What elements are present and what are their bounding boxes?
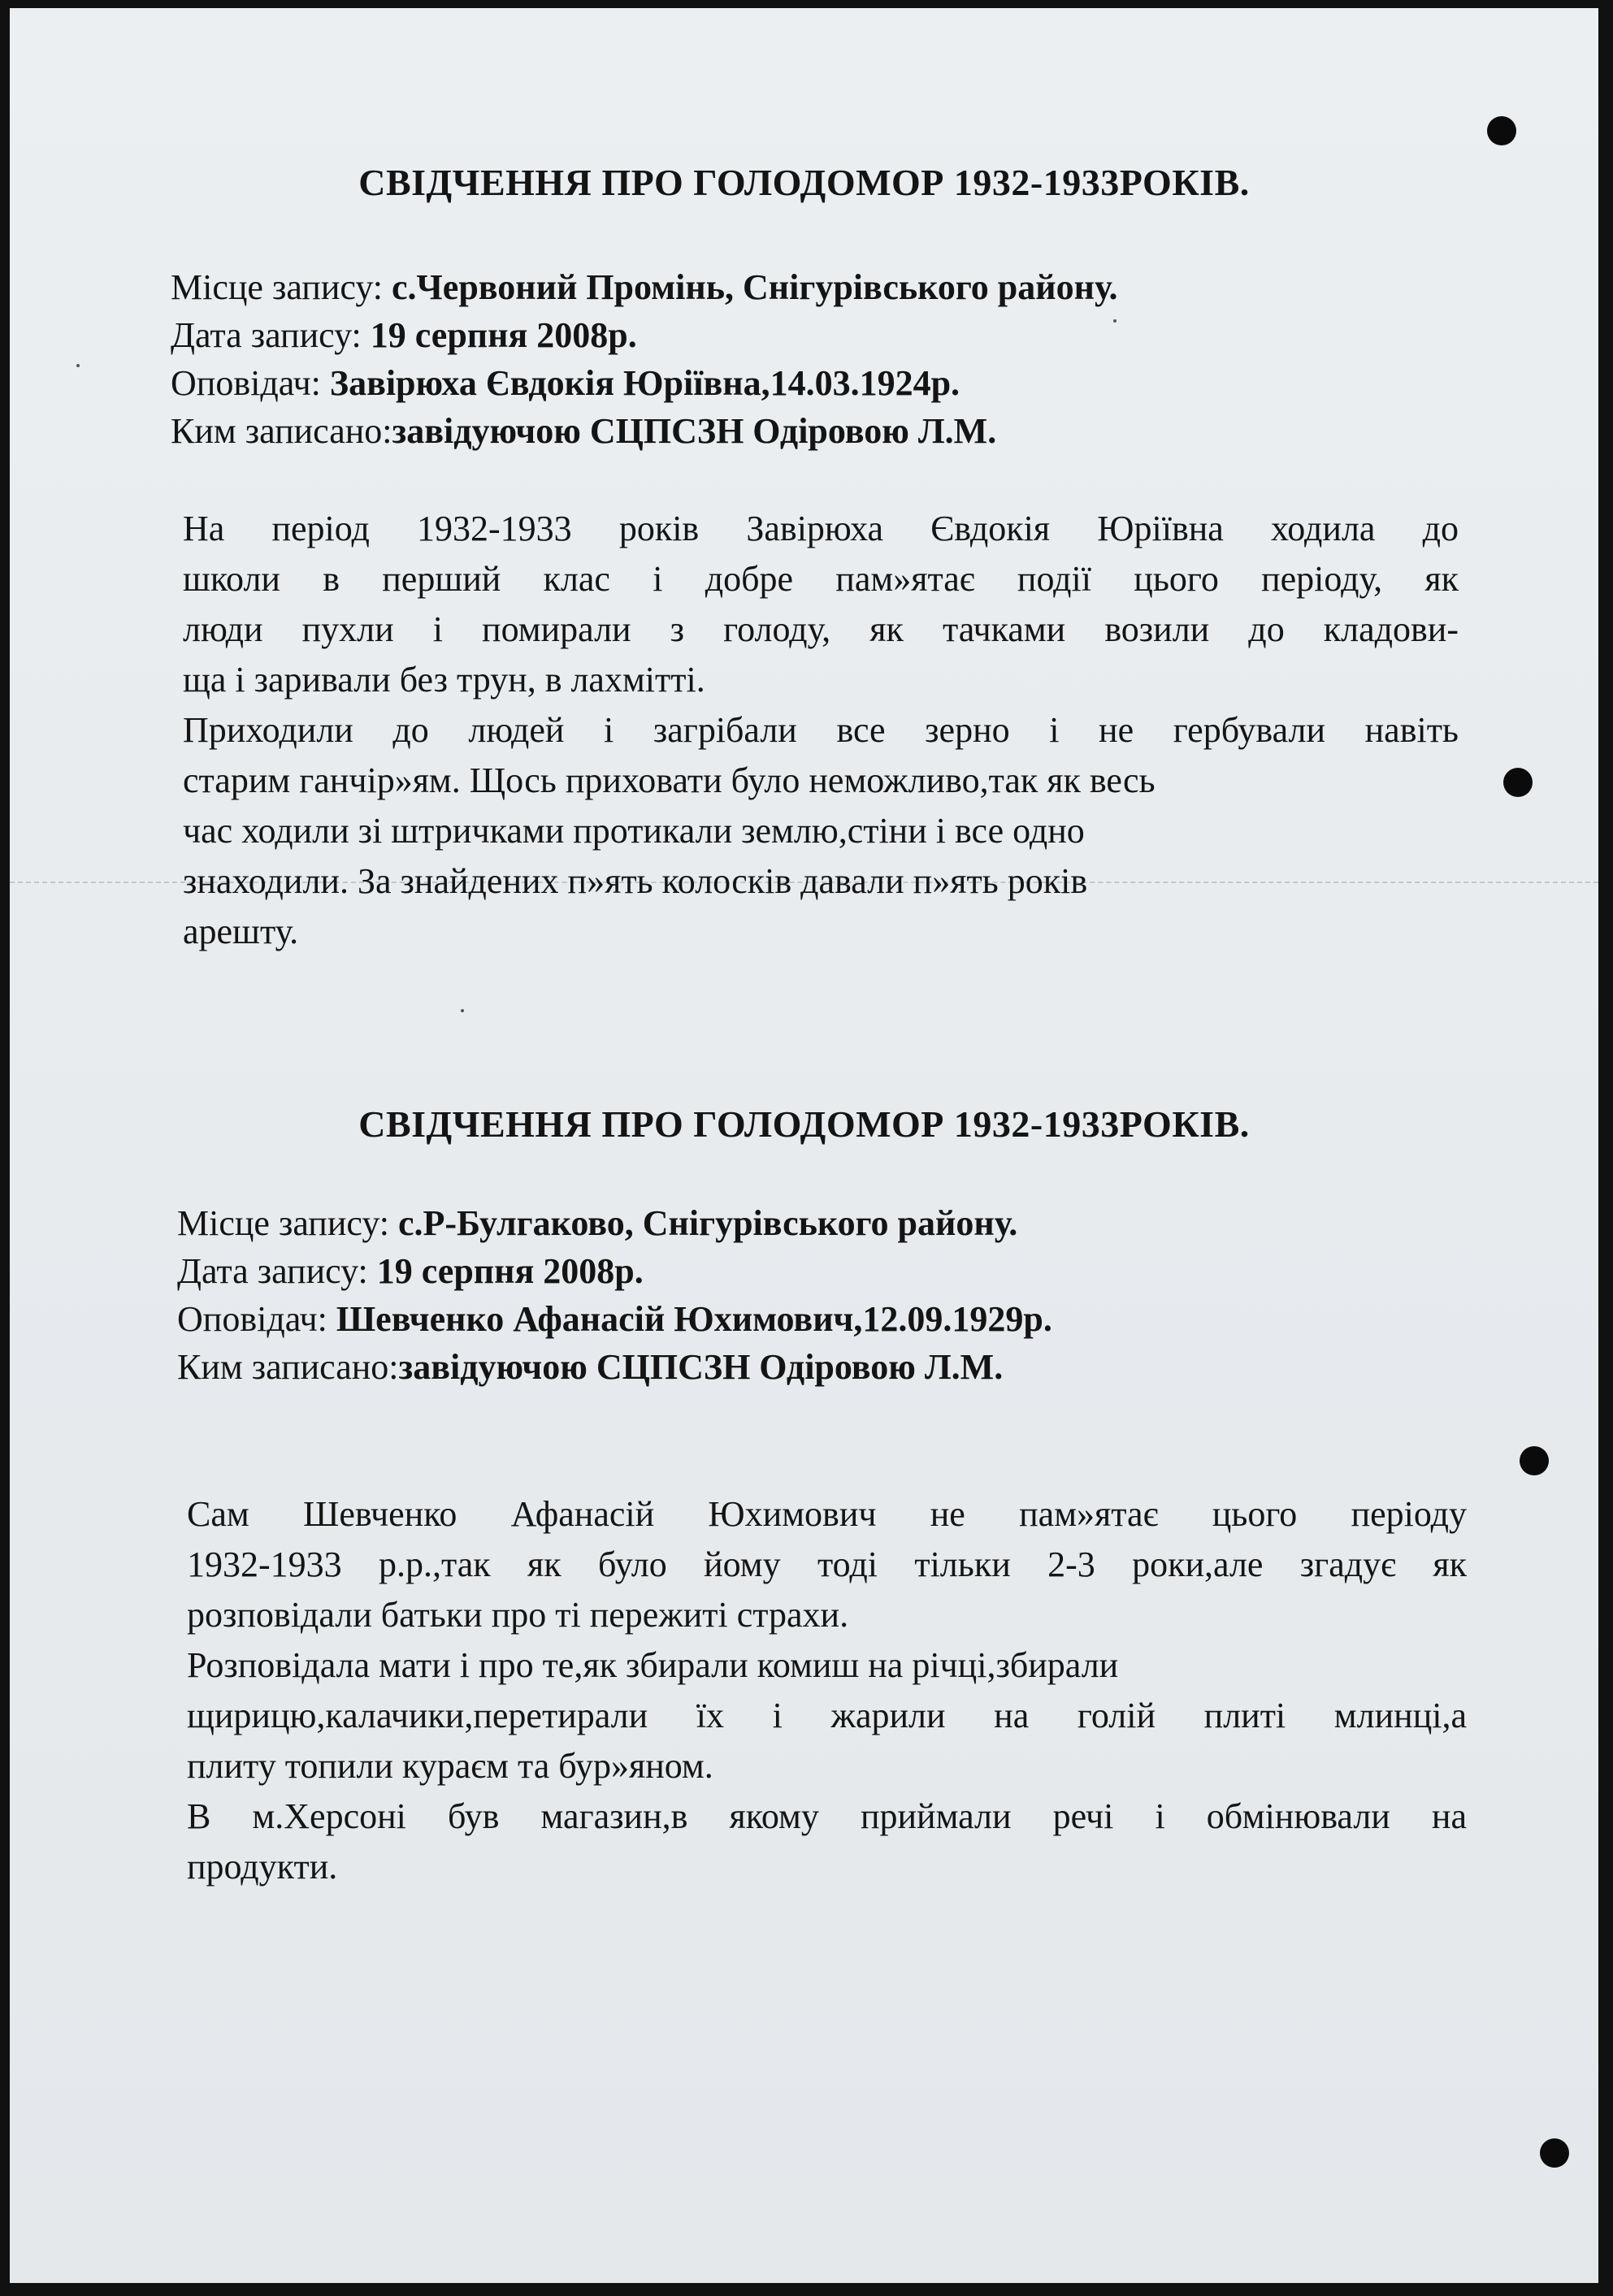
paper-speck [461,1009,464,1012]
punch-hole [1487,116,1516,145]
record-date-value: 19 серпня 2008р. [370,315,637,355]
narrator-label: Оповідач: [171,363,330,403]
record-place [177,1199,1052,1247]
text-line: знаходили. За знайдених п»ять колосків давали п»ять років [183,861,1088,901]
recorded-by-value: завідуючою СЦПСЗН Одіровою Л.М. [398,1347,1004,1387]
text-line: Приходили до людей і загрібали все зерно і не гербували навіть [183,710,1459,750]
narrator-label: Оповідач: [177,1299,336,1339]
text-line: В м.Херсоні був магазин,в якому приймали речі і обмінювали на [187,1796,1467,1836]
text-line: щирицю,калачики,перетирали їх і жарили на голій плиті млинці,а [187,1696,1467,1735]
record-place-value: с.Червоний Промінь, Снігурівського району. [391,267,1118,307]
text-line: час ходили зі штричками протикали землю,стіни і все одно [183,811,1085,851]
testimony-metadata [171,263,1118,455]
narrator [177,1295,1052,1343]
document-page [10,8,1598,2283]
testimony-metadata [177,1199,1052,1391]
text-line: старим ганчір»ям. Щось приховати було неможливо,так як весь [183,760,1156,800]
record-place-label: Місце запису: [171,267,392,307]
punch-hole [1540,2138,1569,2168]
testimony-text [187,1489,1467,1892]
testimony-text [183,504,1459,957]
record-place-label: Місце запису: [177,1203,398,1243]
narrator-value: Завірюха Євдокія Юріївна,14.03.1924р. [329,363,960,403]
text-line: школи в перший клас і добре пам»ятає події цього періоду, як [183,559,1459,599]
punch-hole [1503,768,1533,797]
record-place [171,263,1118,311]
record-date-label: Дата запису: [171,315,371,355]
text-line: Сам Шевченко Афанасій Юхимович не пам»ятає цього періоду [187,1494,1467,1534]
record-date [177,1247,1052,1295]
record-date-value: 19 серпня 2008р. [376,1251,644,1291]
text-line: ща і заривали без трун, в лахмітті. [183,660,705,700]
text-line: На період 1932-1933 років Завірюха Євдокія Юріївна ходила до [183,509,1459,548]
text-line: продукти. [187,1847,338,1887]
text-line: 1932-1933 р.р.,так як було йому тоді тільки 2-3 роки,але згадує як [187,1544,1467,1584]
text-line: люди пухли і помирали з голоду, як тачками возили до кладови- [183,609,1459,649]
recorded-by [171,407,1118,455]
record-date [171,311,1118,359]
recorded-by-value: завідуючою СЦПСЗН Одіровою Л.М. [392,411,997,451]
recorded-by-label: Ким записано: [171,411,392,451]
record-place-value: с.Р-Булгаково, Снігурівського району. [397,1203,1018,1243]
testimony-title: СВІДЧЕННЯ ПРО ГОЛОДОМОР 1932-1933РОКІВ. [358,1103,1250,1145]
recorded-by-label: Ким записано: [177,1347,399,1387]
text-line: плиту топили кураєм та бур»яном. [187,1746,713,1786]
recorded-by [177,1343,1052,1391]
testimony-title: СВІДЧЕННЯ ПРО ГОЛОДОМОР 1932-1933РОКІВ. [358,162,1250,203]
narrator [171,359,1118,407]
narrator-value: Шевченко Афанасій Юхимович,12.09.1929р. [336,1299,1052,1339]
text-line: арешту. [183,912,299,951]
record-date-label: Дата запису: [177,1251,377,1291]
punch-hole [1520,1446,1549,1475]
text-line: розповідали батьки про ті пережиті страхи. [187,1595,849,1635]
text-line: Розповідала мати і про те,як збирали комиш на річці,збирали [187,1645,1119,1685]
paper-speck [76,364,80,367]
